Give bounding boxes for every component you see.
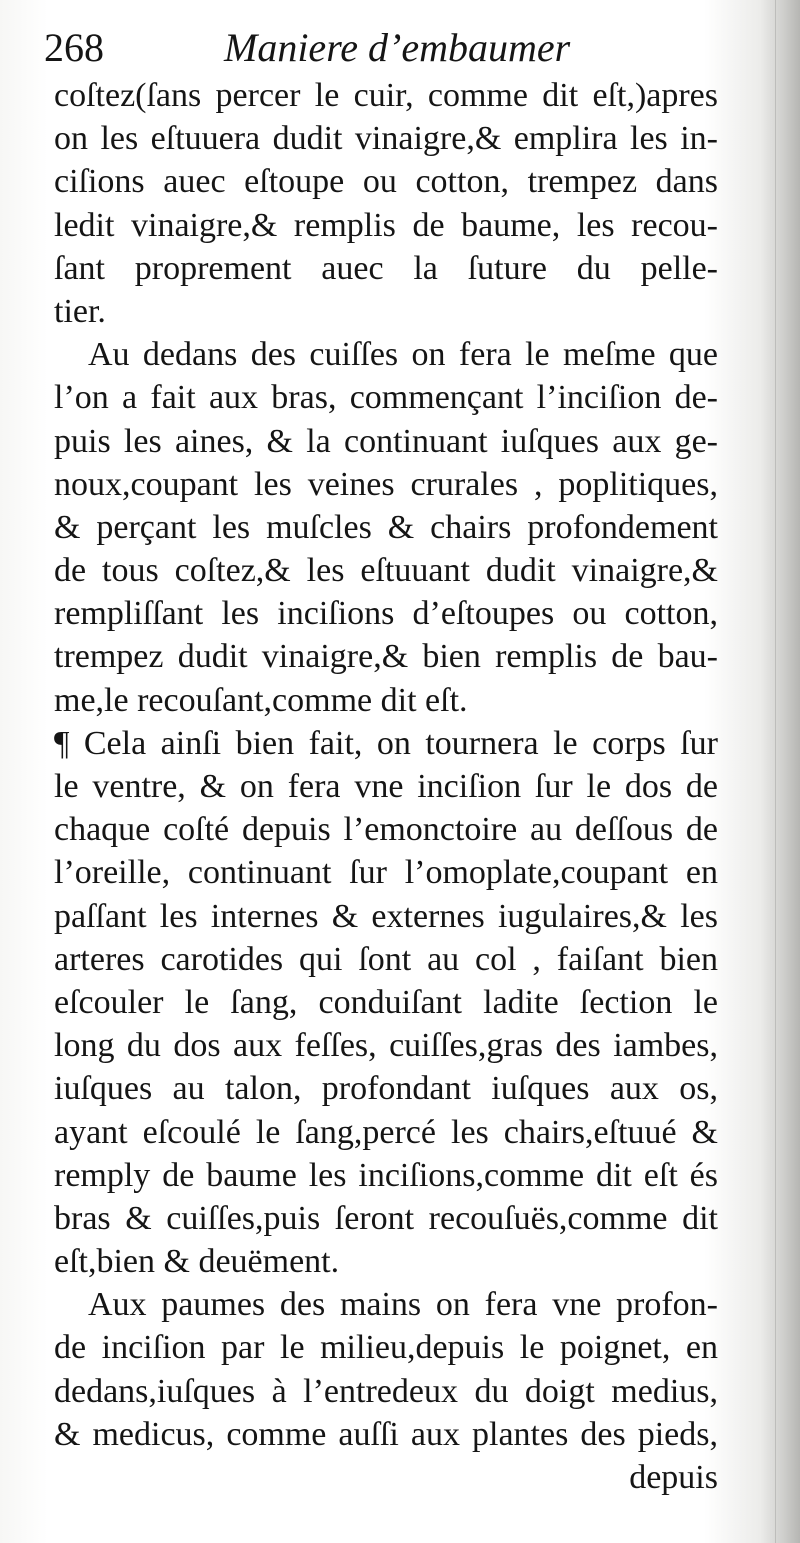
text-line: eſt,bien & deuëment.	[54, 1243, 340, 1281]
text-line: le ventre, & on fera vne inciſion ſur le dos de	[54, 768, 718, 805]
text-line: paſſant les internes & externes iugulaires,& les	[54, 897, 718, 935]
page-number: 268	[44, 25, 104, 70]
text-line: chaque coſté depuis l’emonctoire au deſſous de	[54, 811, 718, 849]
body-text	[54, 74, 718, 1499]
text-line: remply de baume les inciſions,comme dit eſt és	[54, 1156, 718, 1194]
text-line: noux,coupant les veines crurales , poplitiques,	[54, 465, 718, 503]
text-line: l’oreille, continuant ſur l’omoplate,coupant en	[54, 854, 718, 892]
page-header	[44, 18, 744, 74]
text-line: ¶ Cela ainſi bien fait, on tournera le corps ſur	[54, 724, 718, 762]
text-line: Aux paumes des mains on fera vne profon-	[88, 1286, 718, 1324]
text-line: bras & cuiſſes,puis ſeront recouſuës,comme dit	[54, 1199, 718, 1237]
text-line: ciſions auec eſtoupe ou cotton, trempez dans	[54, 163, 718, 201]
text-line: long du dos aux feſſes, cuiſſes,gras des iambes,	[54, 1027, 718, 1065]
text-line: tier.	[54, 292, 106, 330]
text-line: puis les aines, & la continuant iuſques aux ge-	[54, 422, 718, 460]
text-line: de inciſion par le milieu,depuis le poignet, en	[54, 1329, 718, 1367]
text-line: coſtez(ſans percer le cuir, comme dit eſt,)apres	[54, 77, 718, 114]
text-line: rempliſſant les inciſions d’eſtoupes ou cotton,	[54, 595, 718, 633]
text-line: dedans,iuſques à l’entredeux du doigt medius,	[54, 1372, 718, 1410]
text-line: & perçant les muſcles & chairs profondement	[54, 508, 718, 546]
page-fold-line	[775, 0, 776, 1543]
text-line: trempez dudit vinaigre,& bien remplis de bau-	[54, 638, 718, 676]
text-line: arteres carotides qui ſont au col , faiſant bien	[54, 940, 718, 978]
text-line: eſcouler le ſang, conduiſant ladite ſection le	[54, 983, 718, 1021]
text-line: & medicus, comme auſſi aux plantes des pieds,	[54, 1415, 718, 1453]
text-line: on les eſtuuera dudit vinaigre,& emplira les in-	[54, 120, 718, 158]
catchword: depuis	[629, 1459, 718, 1496]
text-line: iuſques au talon, profondant iuſques aux os,	[54, 1070, 718, 1108]
text-line: me,le recouſant,comme dit eſt.	[54, 681, 468, 719]
text-line: Au dedans des cuiſſes on fera le meſme que	[88, 336, 718, 374]
text-line: ledit vinaigre,& remplis de baume, les recou-	[54, 206, 718, 244]
text-line: l’on a fait aux bras, commençant l’inciſion de-	[54, 379, 718, 417]
running-title: Maniere d’embaumer	[224, 25, 571, 70]
text-line: ayant eſcoulé le ſang,percé les chairs,eſtuué &	[54, 1113, 718, 1151]
page-edge-shadow	[760, 0, 800, 1543]
text-line: ſant proprement auec la ſuture du pelle-	[54, 249, 718, 287]
text-line: de tous coſtez,& les eſtuuant dudit vinaigre,&	[54, 552, 718, 590]
